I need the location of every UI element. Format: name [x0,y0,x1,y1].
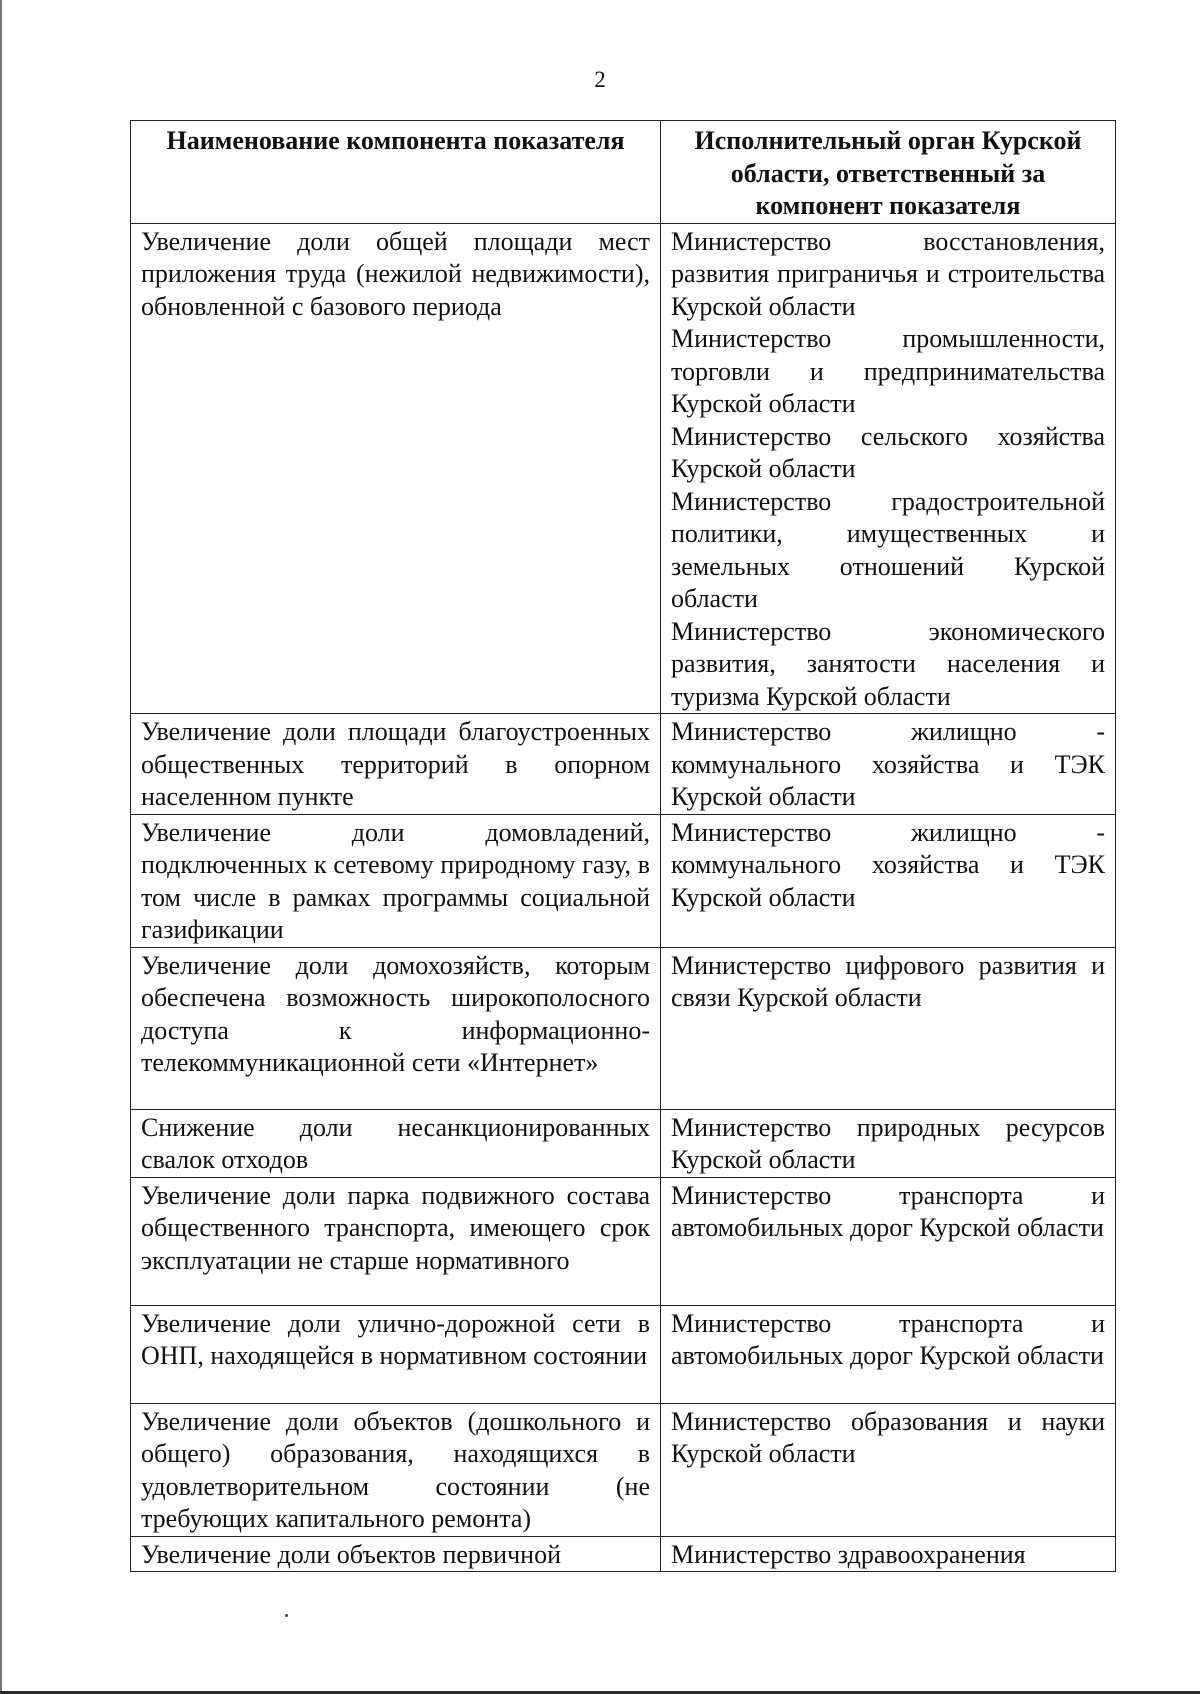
table-row [131,1536,1116,1572]
component-name-text: Увеличение доли домохозяйств, которым обеспечена возможность широкополосного доступа к информационно-телекоммуникационной сети «Интернет» [141,950,650,1077]
scan-left-edge [0,0,2,1694]
responsible-authority-text: Министерство транспорта и автомобильных дорог Курской области [671,1180,1105,1242]
component-name-text: Увеличение доли улично-дорожной сети в ОНП, находящейся в нормативном состоянии [141,1308,650,1370]
component-name-cell [131,1109,661,1177]
responsible-authority-cell [661,814,1116,947]
responsible-authority-cell [661,1109,1116,1177]
responsible-authority-text: Министерство градостроительной политики, имущественных и земельных отношений Курской области [671,486,1105,613]
component-name-cell [131,1536,661,1572]
responsible-authority-text: Министерство промышленности, торговли и предпринимательства Курской области [671,324,1105,418]
responsible-authority-text: Министерство восстановления, развития приграничья и строительства Курской области [671,226,1105,321]
table-header-row [131,121,1116,224]
component-name-cell [131,1305,661,1403]
component-name-cell [131,714,661,815]
component-name-text: Увеличение доли объектов первичной [141,1539,561,1569]
table-row [131,1305,1116,1403]
component-name-text: Увеличение доли объектов (дошкольного и общего) образования, находящихся в удовлетворительном состоянии (не требующих капитального ремонта) [141,1406,650,1533]
table-row [131,814,1116,947]
indicator-components-table [130,120,1116,1572]
component-name-cell [131,1177,661,1305]
responsible-authority-cell [661,947,1116,1109]
responsible-authority-text: Министерство жилищно - коммунального хозяйства и ТЭК Курской области [671,817,1105,912]
responsible-authority-cell [661,714,1116,815]
table-row [131,223,1116,714]
table-row [131,1109,1116,1177]
responsible-authority-text: Министерство сельского хозяйства Курской области [671,421,1105,483]
component-name-cell [131,814,661,947]
responsible-authority-cell [661,1403,1116,1536]
component-name-cell [131,1403,661,1536]
responsible-authority-cell [661,1536,1116,1572]
responsible-authority-text: Министерство образования и науки Курской области [671,1406,1105,1468]
table-row [131,1177,1116,1305]
component-name-text: Увеличение доли парка подвижного состава общественного транспорта, имеющего срок эксплуатации не старше нормативного [141,1180,650,1275]
component-name-text: Увеличение доли общей площади мест приложения труда (нежилой недвижимости), обновленной с базового периода [141,226,650,321]
responsible-authority-text: Министерство жилищно - коммунального хозяйства и ТЭК Курской области [671,717,1105,811]
page-number: 2 [594,67,606,92]
responsible-authority-text: Министерство здравоохранения [671,1539,1026,1569]
header-responsible-authority: Исполнительный орган Курской области, ответственный за компонент показателя [661,121,1116,224]
table-row [131,1403,1116,1536]
table-row [131,947,1116,1109]
responsible-authority-text: Министерство цифрового развития и связи Курской области [671,950,1105,1012]
responsible-authority-text: Министерство природных ресурсов Курской области [671,1112,1105,1174]
table-row [131,714,1116,815]
responsible-authority-text: Министерство транспорта и автомобильных дорог Курской области [671,1308,1105,1370]
responsible-authority-cell [661,223,1116,714]
component-name-text: Увеличение доли площади благоустроенных общественных территорий в опорном населенном пункте [141,717,650,811]
responsible-authority-text: Министерство экономического развития, занятости населения и туризма Курской области [671,616,1105,711]
component-name-cell [131,223,661,714]
component-name-cell [131,947,661,1109]
header-component-name: Наименование компонента показателя [131,121,661,224]
scan-speck [285,1614,288,1617]
table-body [131,223,1116,1572]
responsible-authority-cell [661,1177,1116,1305]
component-name-text: Увеличение доли домовладений, подключенных к сетевому природному газу, в том числе в рамках программы социальной газификации [141,817,650,944]
component-name-text: Снижение доли несанкционированных свалок отходов [141,1112,650,1174]
responsible-authority-cell [661,1305,1116,1403]
